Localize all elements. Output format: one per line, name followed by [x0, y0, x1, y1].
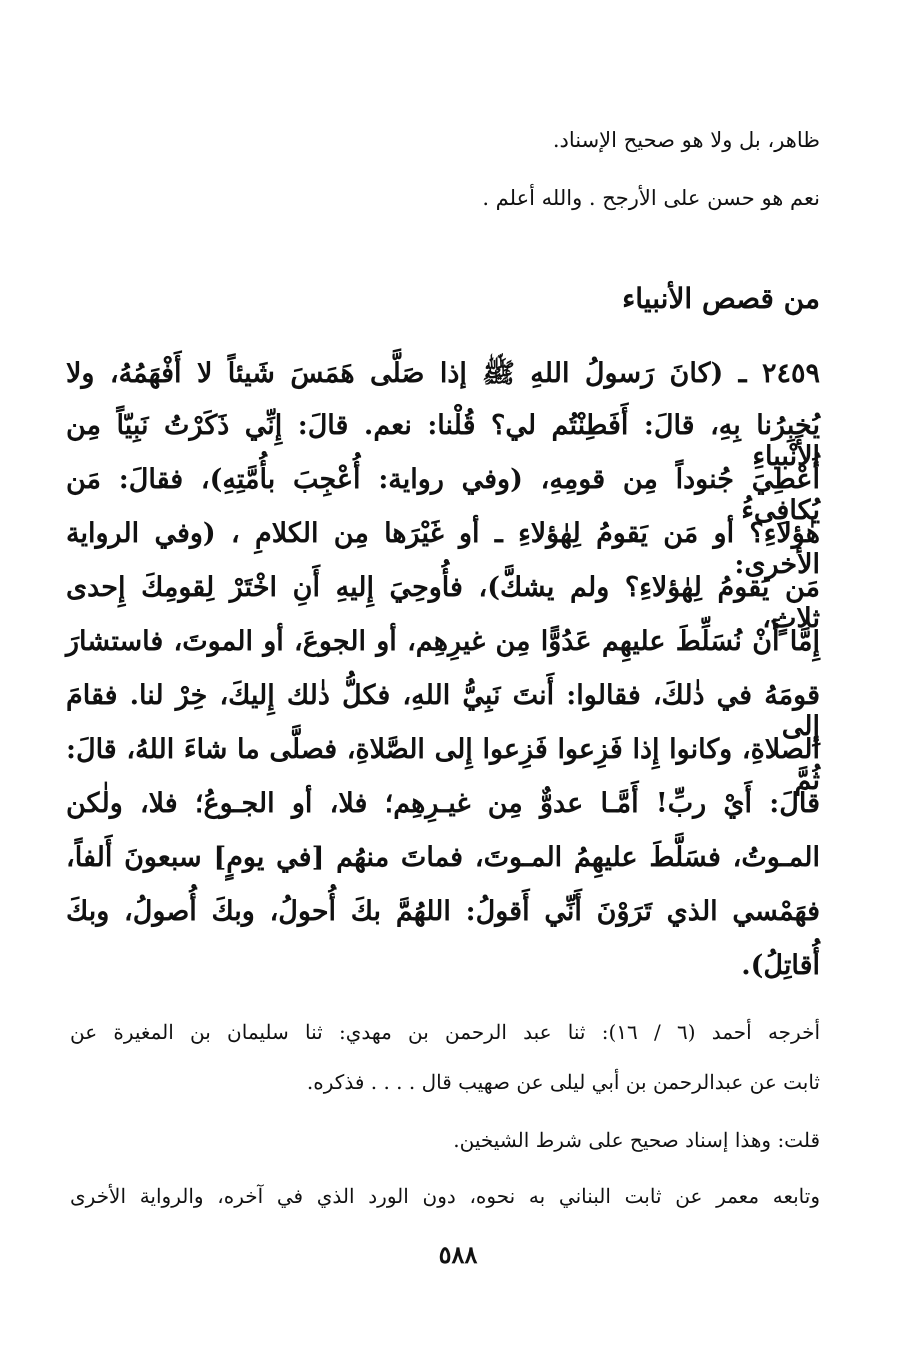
hadith-line-6: إِمَّا أَنْ نُسَلِّطَ عليهِم عَدُوًّا مِن غيرِهِم، أو الجوعَ، أو الموتَ، فاستشارَ — [66, 626, 820, 657]
page-number: ٥٨٨ — [438, 1240, 478, 1269]
hadith-line-3: أُعْطِيَ جُنوداً مِن قومِهِ، (وفي رواية: أُعْجِبَ بأُمَّتِهِ)، فقالَ: مَن يُكافِىءُ — [66, 464, 820, 526]
note-line-3: قلت: وهذا إسناد صحيح على شرط الشيخين. — [453, 1128, 820, 1152]
hadith-line-4: هٰؤلاءِ؟ أو مَن يَقومُ لِهٰؤلاءِ ـ أو غَيْرَها مِن الكلامِ ، (وفي الرواية الأخرى: — [66, 518, 820, 580]
hadith-line-2: يُخبِرُنا بِهِ، قالَ: أَفَطِنْتُم لي؟ قُلْنا: نعم. قالَ: إِنِّي ذَكَرْتُ نَبِيّاً مِن الأَنْبياءِ — [66, 410, 820, 472]
intro-line-2: نعم هو حسن على الأرجح . والله أعلم . — [482, 186, 820, 210]
hadith-line-11: فهَمْسي الذي تَرَوْنَ أَنِّي أَقولُ: اللهُمَّ بكَ أُحولُ، وبكَ أُصولُ، وبكَ — [66, 896, 820, 927]
hadith-line-10: المـوتُ، فسَلَّطَ عليهِمُ المـوتَ، فماتَ منهُم [في يومٍ] سبعونَ أَلفاً، — [66, 842, 820, 873]
hadith-line-1: ٢٤٥٩ ـ (كانَ رَسولُ اللهِ ﷺ إذا صَلَّى هَمَسَ شَيئاً لا أَفْهَمُهُ، ولا — [66, 358, 820, 389]
hadith-line-5: مَن يَقومُ لِهٰؤلاءِ؟ ولم يشكَّ)، فأُوحِيَ إِليهِ أَنِ اخْتَرْ لِقومِكَ إِحدى ثلاثٍ، — [66, 572, 820, 634]
hadith-line-12: أُقاتِلُ). — [741, 950, 820, 981]
note-line-2: ثابت عن عبدالرحمن بن أبي ليلى عن صهيب قال . . . . فذكره. — [306, 1070, 820, 1094]
hadith-line-7: قومَهُ في ذٰلكَ، فقالوا: أَنتَ نَبِيُّ اللهِ، فكلُّ ذٰلك إِليكَ، خِرْ لنا. فقامَ إِلى — [66, 680, 820, 742]
intro-line-1: ظاهر، بل ولا هو صحيح الإسناد. — [552, 128, 820, 152]
hadith-line-9: قالَ: أَيْ ربِّ! أَمَّـا عدوٌّ مِن غيـرِهِم؛ فلا، أو الجـوعُ؛ فلا، ولٰكن — [66, 788, 820, 819]
section-heading: من قصص الأنبياء — [622, 282, 820, 315]
note-line-4: وتابعه معمر عن ثابت البناني به نحوه، دون الورد الذي في آخره، والرواية الأخرى — [70, 1184, 820, 1208]
note-line-1: أخرجه أحمد (٦ / ١٦): ثنا عبد الرحمن بن مهدي: ثنا سليمان بن المغيرة عن — [70, 1020, 821, 1044]
hadith-line-8: الصلاةِ، وكانوا إِذا فَزِعوا فَزِعوا إِلى الصَّلاةِ، فصلَّى ما شاءَ اللهُ، قالَ: ثُمَّ — [66, 734, 820, 796]
